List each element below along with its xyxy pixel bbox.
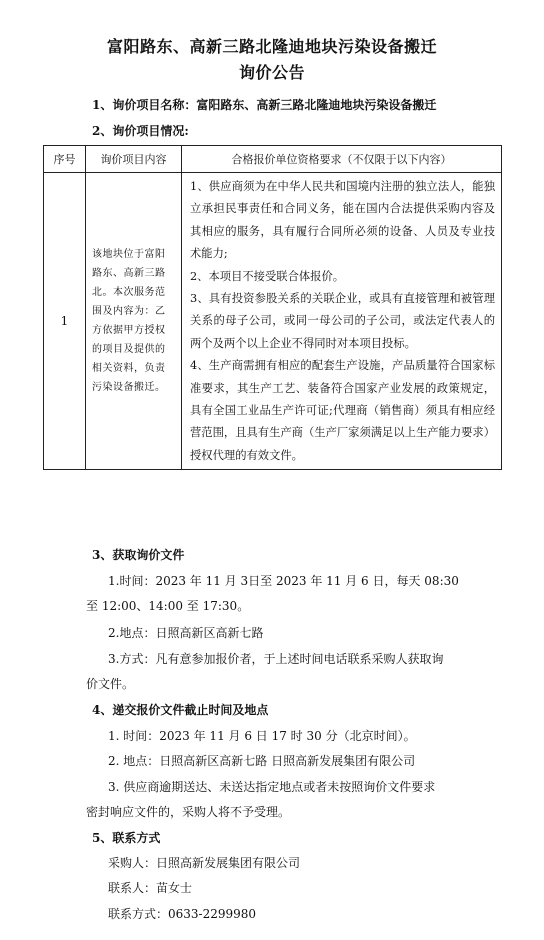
document-subtitle: 询价公告 xyxy=(238,63,305,82)
project-name: 1、询价项目名称：富阳路东、高新三路北隆迪地块污染设备搬迁 xyxy=(92,98,437,112)
row-number: 1 xyxy=(44,173,86,470)
requirement-item: 1、供应商须为在中华人民共和国境内注册的独立法人，能独立承担民事责任和合同义务，能在国内合法提供采购内容及其相应的服务，具有履行合同所必须的设备、人员及专业技术能力; xyxy=(190,180,495,261)
deadline-place: 2. 地点：日照高新区高新七路 日照高新发展集团有限公司 xyxy=(108,754,416,768)
section-3-heading: 3、获取询价文件 xyxy=(92,548,185,562)
late-submission-note: 3. 供应商逾期送达、未送达指定地点或者未按照询价文件要求 xyxy=(108,780,436,794)
acquire-place: 2.地点：日照高新区高新七路 xyxy=(108,626,264,640)
deadline-time: 1. 时间：2023 年 11 月 6 日 17 时 30 分（北京时间）。 xyxy=(108,729,416,743)
requirement-item: 2、本项目不接受联合体报价。 xyxy=(190,269,345,283)
requirement-item: 3、具有投资参股关系的关联企业，或具有直接管理和被管理关系的母子公司，或同一母公司的子公司，或法定代表人的两个及两个以上企业不得同时对本项目投标。 xyxy=(190,292,495,350)
section-4-heading: 4、递交报价文件截止时间及地点 xyxy=(92,703,269,717)
project-content: 该地块位于富阳路东、高新三路北。本次服务范围及内容为：乙方依据甲方授权的项目及提供的相关资料，负责污染设备搬迁。 xyxy=(86,173,182,470)
acquire-method-continued: 价文件。 xyxy=(86,677,135,691)
contact-person: 联系人：苗女士 xyxy=(108,881,193,895)
purchaser: 采购人：日照高新发展集团有限公司 xyxy=(108,856,301,870)
acquire-time-continued: 至 12:00、14:00 至 17:30。 xyxy=(86,599,250,613)
section-5-heading: 5、联系方式 xyxy=(92,831,161,845)
acquire-method: 3.方式：凡有意参加报价者，于上述时间电话联系采购人获取询 xyxy=(108,652,444,666)
requirements-cell xyxy=(182,173,502,470)
table-row xyxy=(44,173,502,470)
acquire-time: 1.时间：2023 年 11 月 3日至 2023 年 11 月 6 日，每天 08:30 xyxy=(108,574,459,588)
document-title: 富阳路东、高新三路北隆迪地块污染设备搬迁 xyxy=(106,37,437,56)
header-requirements: 合格报价单位资格要求（不仅限于以下内容） xyxy=(182,146,502,173)
header-number: 序号 xyxy=(44,146,86,173)
table-header-row xyxy=(44,146,502,173)
contact-phone: 联系方式：0633-2299980 xyxy=(108,907,257,921)
section-2-heading: 2、询价项目情况: xyxy=(92,124,189,138)
header-content: 询价项目内容 xyxy=(86,146,182,173)
requirement-item: 4、生产商需拥有相应的配套生产设施，产品质量符合国家标准要求，其生产工艺、装备符合国家产业发展的政策规定，具有全国工业品生产许可证;代理商（销售商）须具有相应经营范围，且具有生产商（生产厂家须满足以上生产能力要求）授权代理的有效文件。 xyxy=(190,359,496,462)
late-submission-note-continued: 密封响应文件的，采购人将不予受理。 xyxy=(86,805,291,819)
requirements-table xyxy=(43,145,502,470)
